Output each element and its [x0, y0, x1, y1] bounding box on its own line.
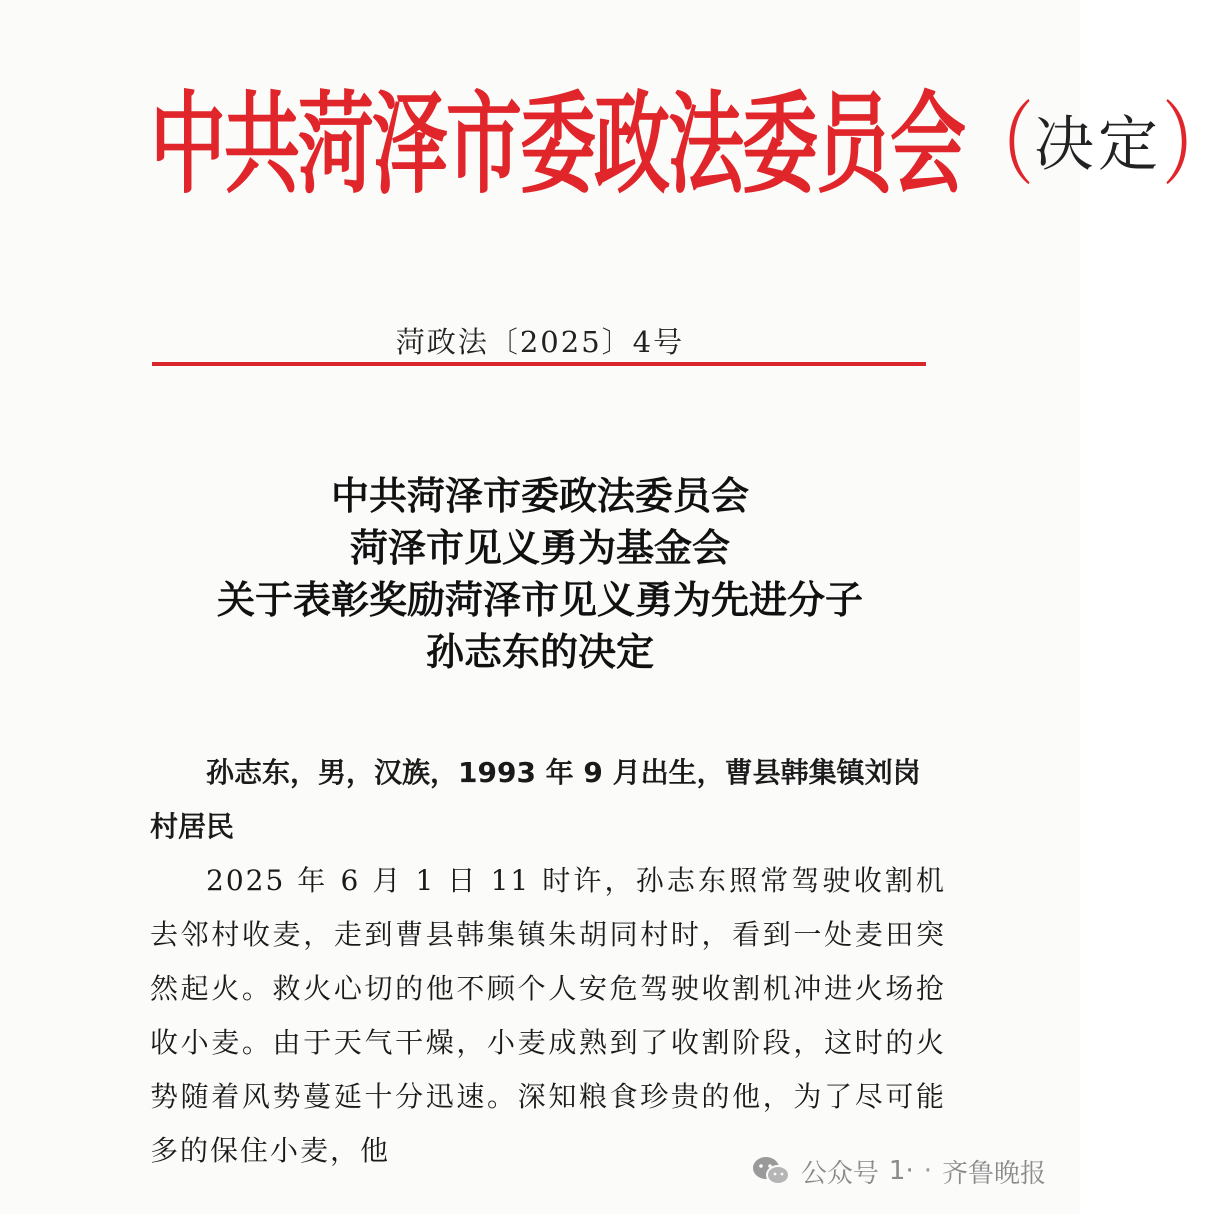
masthead-paren-open: （	[964, 91, 1034, 199]
red-divider-rule	[152, 362, 926, 366]
watermark-label: 公众号	[800, 1158, 879, 1189]
masthead-organization: 中共菏泽市委政法委员会	[150, 79, 964, 209]
wechat-icon	[751, 1155, 791, 1187]
source-watermark	[751, 1150, 1046, 1192]
masthead-document-type: 决定	[1034, 110, 1162, 180]
intro-paragraph: 孙志东，男，汉族，1993 年 9 月出生，曹县韩集镇刘岗村居民	[150, 756, 921, 843]
watermark-separator: ·	[923, 1156, 932, 1186]
title-line: 孙志东的决定	[425, 629, 654, 674]
masthead-paren-close: ）	[1162, 91, 1232, 199]
document-number: 菏政法〔2025〕4号	[395, 325, 685, 359]
title-line: 关于表彰奖励菏泽市见义勇为先进分子	[216, 577, 863, 622]
page-marker: 1·	[888, 1156, 914, 1186]
title-line: 中共菏泽市委政法委员会	[330, 473, 749, 518]
masthead	[150, 70, 1232, 220]
watermark-source: 齐鲁晚报	[941, 1158, 1046, 1189]
document-title	[140, 470, 940, 678]
body-paragraph: 2025 年 6 月 1 日 11 时许，孙志东照常驾驶收割机去邻村收麦，走到曹县韩集镇朱胡同村时，看到一处麦田突然起火。救火心切的他不顾个人安危驾驶收割机冲进火场抢收小麦。由于天气干燥，小麦成熟到了收割阶段，这时的火势随着风势蔓延十分迅速。深知粮食珍贵的他，为了尽可能多的保住小麦，他	[150, 864, 946, 1167]
title-line: 菏泽市见义勇为基金会	[349, 525, 730, 570]
